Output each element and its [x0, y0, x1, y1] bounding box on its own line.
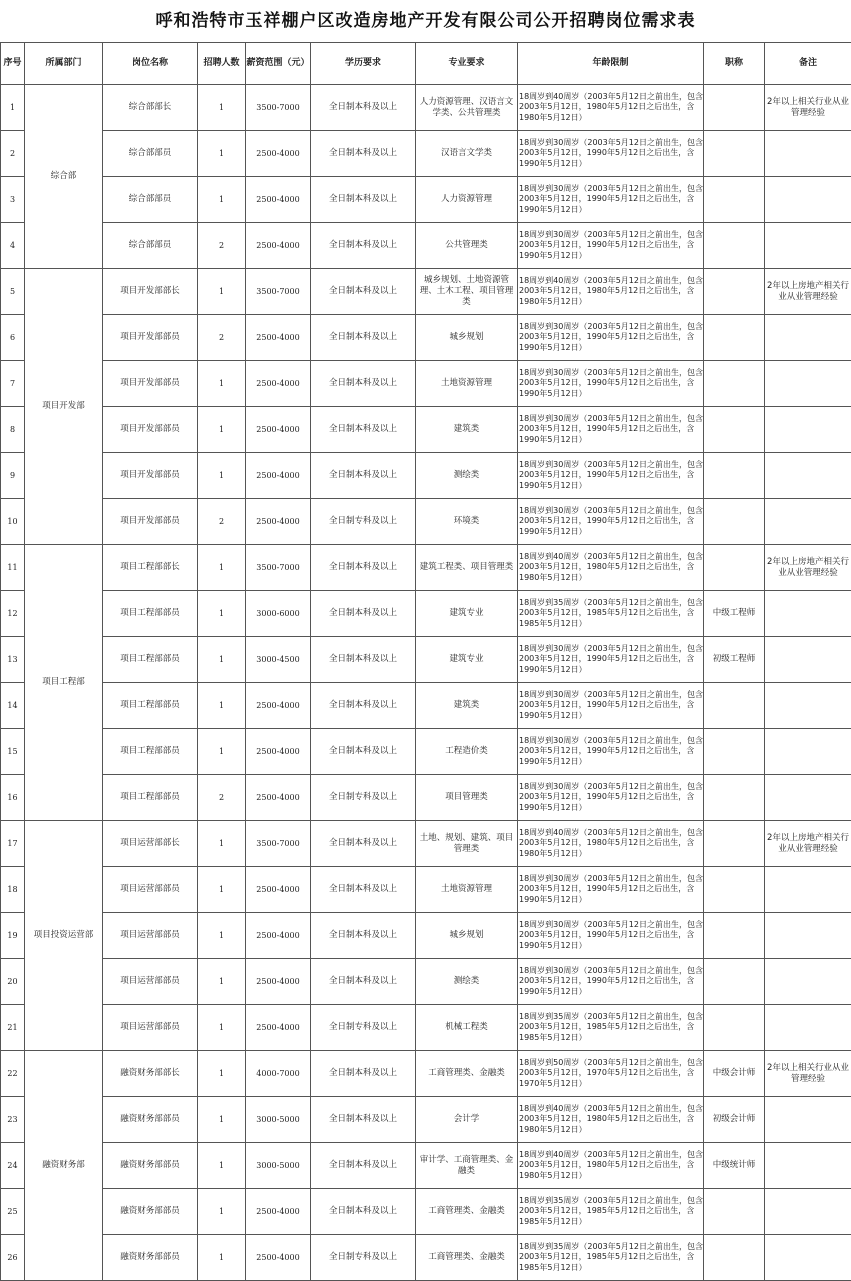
table-row: [1, 821, 851, 867]
major-requirement: 人力资源管理: [416, 177, 518, 223]
row-number: 24: [1, 1143, 25, 1189]
position-name: 项目工程部部员: [103, 729, 198, 775]
major-requirement: 测绘类: [416, 453, 518, 499]
position-name: 项目开发部部员: [103, 499, 198, 545]
age-limit: 18周岁到40周岁（2003年5月12日之前出生，包含2003年5月12日，1980年5月12日之后出生，含1980年5月12日）: [518, 85, 704, 131]
salary-range: 3500-7000: [246, 821, 311, 867]
education-requirement: 全日制本科及以上: [311, 223, 416, 269]
professional-title: [704, 683, 765, 729]
position-name: 项目开发部部员: [103, 453, 198, 499]
age-limit: 18周岁到40周岁（2003年5月12日之前出生，包含2003年5月12日，1980年5月12日之后出生，含1980年5月12日）: [518, 269, 704, 315]
remark: 2年以上房地产相关行业从业管理经验: [765, 821, 851, 867]
professional-title: [704, 453, 765, 499]
age-limit: 18周岁到30周岁（2003年5月12日之前出生，包含2003年5月12日，1990年5月12日之后出生，含1990年5月12日）: [518, 407, 704, 453]
row-number: 14: [1, 683, 25, 729]
position-name: 项目运营部部员: [103, 1005, 198, 1051]
major-requirement: 工程造价类: [416, 729, 518, 775]
salary-range: 3500-7000: [246, 85, 311, 131]
table-row: [1, 959, 851, 1005]
salary-range: 2500-4000: [246, 315, 311, 361]
remark: [765, 959, 851, 1005]
education-requirement: 全日制专科及以上: [311, 775, 416, 821]
salary-range: 2500-4000: [246, 729, 311, 775]
age-limit: 18周岁到30周岁（2003年5月12日之前出生，包含2003年5月12日，1990年5月12日之后出生，含1990年5月12日）: [518, 913, 704, 959]
remark: [765, 637, 851, 683]
hire-count: 2: [198, 775, 246, 821]
table-row: [1, 177, 851, 223]
salary-range: 2500-4000: [246, 223, 311, 269]
row-number: 13: [1, 637, 25, 683]
major-requirement: 城乡规划、土地资源管理、土木工程、项目管理类: [416, 269, 518, 315]
page-title: 呼和浩特市玉祥棚户区改造房地产开发有限公司公开招聘岗位需求表: [0, 0, 851, 42]
position-name: 项目工程部部员: [103, 775, 198, 821]
position-name: 综合部部员: [103, 223, 198, 269]
hire-count: 1: [198, 1143, 246, 1189]
major-requirement: 汉语言文学类: [416, 131, 518, 177]
major-requirement: 工商管理类、金融类: [416, 1051, 518, 1097]
table-row: [1, 1097, 851, 1143]
salary-range: 2500-4000: [246, 361, 311, 407]
professional-title: [704, 729, 765, 775]
hire-count: 1: [198, 1235, 246, 1281]
education-requirement: 全日制本科及以上: [311, 407, 416, 453]
professional-title: [704, 269, 765, 315]
education-requirement: 全日制本科及以上: [311, 821, 416, 867]
age-limit: 18周岁到30周岁（2003年5月12日之前出生，包含2003年5月12日，1990年5月12日之后出生，含1990年5月12日）: [518, 683, 704, 729]
professional-title: [704, 361, 765, 407]
age-limit: 18周岁到35周岁（2003年5月12日之前出生，包含2003年5月12日，1985年5月12日之后出生，含1985年5月12日）: [518, 1005, 704, 1051]
professional-title: [704, 407, 765, 453]
remark: [765, 223, 851, 269]
header-department: 所属部门: [25, 43, 103, 85]
education-requirement: 全日制本科及以上: [311, 959, 416, 1005]
row-number: 6: [1, 315, 25, 361]
professional-title: [704, 177, 765, 223]
header-education: 学历要求: [311, 43, 416, 85]
table-row: [1, 867, 851, 913]
table-row: [1, 1235, 851, 1281]
hire-count: 1: [198, 131, 246, 177]
remark: 2年以上房地产相关行业从业管理经验: [765, 545, 851, 591]
age-limit: 18周岁到35周岁（2003年5月12日之前出生，包含2003年5月12日，1985年5月12日之后出生，含1985年5月12日）: [518, 591, 704, 637]
row-number: 1: [1, 85, 25, 131]
salary-range: 3000-5000: [246, 1097, 311, 1143]
hire-count: 1: [198, 1189, 246, 1235]
row-number: 9: [1, 453, 25, 499]
major-requirement: 建筑工程类、项目管理类: [416, 545, 518, 591]
professional-title: [704, 315, 765, 361]
position-name: 项目运营部部员: [103, 913, 198, 959]
salary-range: 2500-4000: [246, 407, 311, 453]
education-requirement: 全日制本科及以上: [311, 913, 416, 959]
table-row: [1, 913, 851, 959]
professional-title: 初级工程师: [704, 637, 765, 683]
remark: [765, 315, 851, 361]
hire-count: 1: [198, 913, 246, 959]
row-number: 22: [1, 1051, 25, 1097]
salary-range: 2500-4000: [246, 683, 311, 729]
position-name: 项目开发部部员: [103, 315, 198, 361]
job-requirements-table: [0, 42, 851, 1281]
salary-range: 3000-6000: [246, 591, 311, 637]
table-row: [1, 453, 851, 499]
header-remark: 备注: [765, 43, 851, 85]
education-requirement: 全日制本科及以上: [311, 637, 416, 683]
row-number: 11: [1, 545, 25, 591]
hire-count: 1: [198, 453, 246, 499]
remark: [765, 499, 851, 545]
salary-range: 2500-4000: [246, 1005, 311, 1051]
position-name: 项目运营部部长: [103, 821, 198, 867]
education-requirement: 全日制专科及以上: [311, 1235, 416, 1281]
row-number: 20: [1, 959, 25, 1005]
position-name: 项目工程部部员: [103, 637, 198, 683]
row-number: 21: [1, 1005, 25, 1051]
age-limit: 18周岁到30周岁（2003年5月12日之前出生，包含2003年5月12日，1990年5月12日之后出生，含1990年5月12日）: [518, 499, 704, 545]
remark: [765, 1097, 851, 1143]
salary-range: 2500-4000: [246, 1189, 311, 1235]
table-row: [1, 591, 851, 637]
salary-range: 2500-4000: [246, 499, 311, 545]
row-number: 7: [1, 361, 25, 407]
row-number: 17: [1, 821, 25, 867]
age-limit: 18周岁到40周岁（2003年5月12日之前出生，包含2003年5月12日，1980年5月12日之后出生，含1980年5月12日）: [518, 1143, 704, 1189]
salary-range: 2500-4000: [246, 867, 311, 913]
age-limit: 18周岁到30周岁（2003年5月12日之前出生，包含2003年5月12日，1990年5月12日之后出生，含1990年5月12日）: [518, 361, 704, 407]
major-requirement: 项目管理类: [416, 775, 518, 821]
major-requirement: 工商管理类、金融类: [416, 1189, 518, 1235]
age-limit: 18周岁到35周岁（2003年5月12日之前出生，包含2003年5月12日，1985年5月12日之后出生，含1985年5月12日）: [518, 1189, 704, 1235]
professional-title: 中级会计师: [704, 1051, 765, 1097]
salary-range: 2500-4000: [246, 177, 311, 223]
major-requirement: 公共管理类: [416, 223, 518, 269]
age-limit: 18周岁到30周岁（2003年5月12日之前出生，包含2003年5月12日，1990年5月12日之后出生，含1990年5月12日）: [518, 177, 704, 223]
professional-title: [704, 821, 765, 867]
remark: [765, 1235, 851, 1281]
education-requirement: 全日制本科及以上: [311, 683, 416, 729]
department-cell: 项目开发部: [25, 269, 103, 545]
table-row: [1, 315, 851, 361]
hire-count: 1: [198, 85, 246, 131]
hire-count: 1: [198, 1097, 246, 1143]
position-name: 项目工程部部员: [103, 683, 198, 729]
professional-title: [704, 959, 765, 1005]
professional-title: 中级统计师: [704, 1143, 765, 1189]
department-cell: 项目工程部: [25, 545, 103, 821]
professional-title: [704, 499, 765, 545]
education-requirement: 全日制本科及以上: [311, 1189, 416, 1235]
age-limit: 18周岁到50周岁（2003年5月12日之前出生，包含2003年5月12日，1970年5月12日之后出生，含1970年5月12日）: [518, 1051, 704, 1097]
education-requirement: 全日制本科及以上: [311, 591, 416, 637]
position-name: 融资财务部部员: [103, 1097, 198, 1143]
age-limit: 18周岁到40周岁（2003年5月12日之前出生，包含2003年5月12日，1980年5月12日之后出生，含1980年5月12日）: [518, 545, 704, 591]
table-row: [1, 775, 851, 821]
hire-count: 1: [198, 361, 246, 407]
major-requirement: 土地资源管理: [416, 361, 518, 407]
row-number: 23: [1, 1097, 25, 1143]
position-name: 项目工程部部长: [103, 545, 198, 591]
age-limit: 18周岁到30周岁（2003年5月12日之前出生，包含2003年5月12日，1990年5月12日之后出生，含1990年5月12日）: [518, 959, 704, 1005]
hire-count: 2: [198, 315, 246, 361]
salary-range: 3000-4500: [246, 637, 311, 683]
remark: 2年以上相关行业从业管理经验: [765, 85, 851, 131]
remark: 2年以上房地产相关行业从业管理经验: [765, 269, 851, 315]
salary-range: 3500-7000: [246, 545, 311, 591]
row-number: 15: [1, 729, 25, 775]
professional-title: 初级会计师: [704, 1097, 765, 1143]
education-requirement: 全日制本科及以上: [311, 867, 416, 913]
header-position: 岗位名称: [103, 43, 198, 85]
position-name: 项目工程部部员: [103, 591, 198, 637]
hire-count: 1: [198, 683, 246, 729]
professional-title: [704, 1005, 765, 1051]
professional-title: [704, 85, 765, 131]
education-requirement: 全日制专科及以上: [311, 1005, 416, 1051]
remark: [765, 361, 851, 407]
age-limit: 18周岁到30周岁（2003年5月12日之前出生，包含2003年5月12日，1990年5月12日之后出生，含1990年5月12日）: [518, 315, 704, 361]
position-name: 融资财务部部员: [103, 1235, 198, 1281]
hire-count: 1: [198, 591, 246, 637]
row-number: 18: [1, 867, 25, 913]
table-row: [1, 545, 851, 591]
salary-range: 2500-4000: [246, 775, 311, 821]
row-number: 4: [1, 223, 25, 269]
table-row: [1, 1051, 851, 1097]
hire-count: 1: [198, 545, 246, 591]
remark: [765, 591, 851, 637]
table-row: [1, 131, 851, 177]
major-requirement: 土地、规划、建筑、项目管理类: [416, 821, 518, 867]
professional-title: [704, 913, 765, 959]
major-requirement: 机械工程类: [416, 1005, 518, 1051]
hire-count: 1: [198, 269, 246, 315]
major-requirement: 建筑类: [416, 683, 518, 729]
age-limit: 18周岁到30周岁（2003年5月12日之前出生，包含2003年5月12日，1990年5月12日之后出生，含1990年5月12日）: [518, 453, 704, 499]
education-requirement: 全日制本科及以上: [311, 545, 416, 591]
major-requirement: 建筑专业: [416, 591, 518, 637]
remark: [765, 453, 851, 499]
table-row: [1, 637, 851, 683]
salary-range: 3500-7000: [246, 269, 311, 315]
professional-title: [704, 131, 765, 177]
header-major: 专业要求: [416, 43, 518, 85]
row-number: 10: [1, 499, 25, 545]
hire-count: 2: [198, 499, 246, 545]
remark: [765, 867, 851, 913]
position-name: 融资财务部部员: [103, 1143, 198, 1189]
position-name: 项目运营部部员: [103, 959, 198, 1005]
header-count: 招聘人数: [198, 43, 246, 85]
salary-range: 4000-7000: [246, 1051, 311, 1097]
hire-count: 1: [198, 1005, 246, 1051]
professional-title: 中级工程师: [704, 591, 765, 637]
hire-count: 2: [198, 223, 246, 269]
remark: [765, 131, 851, 177]
major-requirement: 人力资源管理、汉语言文学类、公共管理类: [416, 85, 518, 131]
position-name: 综合部部长: [103, 85, 198, 131]
hire-count: 1: [198, 1051, 246, 1097]
age-limit: 18周岁到30周岁（2003年5月12日之前出生，包含2003年5月12日，1990年5月12日之后出生，含1990年5月12日）: [518, 131, 704, 177]
professional-title: [704, 223, 765, 269]
education-requirement: 全日制本科及以上: [311, 729, 416, 775]
remark: [765, 177, 851, 223]
position-name: 综合部部员: [103, 131, 198, 177]
remark: [765, 729, 851, 775]
table-row: [1, 729, 851, 775]
education-requirement: 全日制本科及以上: [311, 1143, 416, 1189]
major-requirement: 建筑专业: [416, 637, 518, 683]
hire-count: 1: [198, 821, 246, 867]
salary-range: 2500-4000: [246, 1235, 311, 1281]
major-requirement: 城乡规划: [416, 913, 518, 959]
major-requirement: 环境类: [416, 499, 518, 545]
major-requirement: 土地资源管理: [416, 867, 518, 913]
remark: [765, 913, 851, 959]
row-number: 3: [1, 177, 25, 223]
professional-title: [704, 867, 765, 913]
header-title: 职称: [704, 43, 765, 85]
education-requirement: 全日制本科及以上: [311, 177, 416, 223]
header-no: 序号: [1, 43, 25, 85]
row-number: 8: [1, 407, 25, 453]
education-requirement: 全日制专科及以上: [311, 499, 416, 545]
table-row: [1, 269, 851, 315]
position-name: 项目运营部部员: [103, 867, 198, 913]
salary-range: 3000-5000: [246, 1143, 311, 1189]
age-limit: 18周岁到40周岁（2003年5月12日之前出生，包含2003年5月12日，1980年5月12日之后出生，含1980年5月12日）: [518, 821, 704, 867]
professional-title: [704, 545, 765, 591]
remark: [765, 1143, 851, 1189]
major-requirement: 会计学: [416, 1097, 518, 1143]
education-requirement: 全日制本科及以上: [311, 85, 416, 131]
education-requirement: 全日制本科及以上: [311, 1051, 416, 1097]
remark: [765, 775, 851, 821]
table-row: [1, 1005, 851, 1051]
education-requirement: 全日制本科及以上: [311, 1097, 416, 1143]
row-number: 12: [1, 591, 25, 637]
major-requirement: 城乡规划: [416, 315, 518, 361]
position-name: 融资财务部部员: [103, 1189, 198, 1235]
table-row: [1, 85, 851, 131]
table-row: [1, 361, 851, 407]
department-cell: 项目投资运营部: [25, 821, 103, 1051]
row-number: 26: [1, 1235, 25, 1281]
major-requirement: 审计学、工商管理类、金融类: [416, 1143, 518, 1189]
salary-range: 2500-4000: [246, 913, 311, 959]
position-name: 项目开发部部员: [103, 361, 198, 407]
salary-range: 2500-4000: [246, 453, 311, 499]
remark: [765, 1189, 851, 1235]
major-requirement: 工商管理类、金融类: [416, 1235, 518, 1281]
table-row: [1, 407, 851, 453]
professional-title: [704, 1235, 765, 1281]
table-header-row: [1, 43, 851, 85]
hire-count: 1: [198, 407, 246, 453]
remark: [765, 407, 851, 453]
remark: 2年以上相关行业从业管理经验: [765, 1051, 851, 1097]
position-name: 项目开发部部长: [103, 269, 198, 315]
age-limit: 18周岁到40周岁（2003年5月12日之前出生，包含2003年5月12日，1980年5月12日之后出生，含1980年5月12日）: [518, 1097, 704, 1143]
hire-count: 1: [198, 867, 246, 913]
table-row: [1, 683, 851, 729]
hire-count: 1: [198, 637, 246, 683]
age-limit: 18周岁到30周岁（2003年5月12日之前出生，包含2003年5月12日，1990年5月12日之后出生，含1990年5月12日）: [518, 637, 704, 683]
major-requirement: 测绘类: [416, 959, 518, 1005]
department-cell: 融资财务部: [25, 1051, 103, 1281]
position-name: 融资财务部部长: [103, 1051, 198, 1097]
hire-count: 1: [198, 177, 246, 223]
table-row: [1, 1143, 851, 1189]
age-limit: 18周岁到30周岁（2003年5月12日之前出生，包含2003年5月12日，1990年5月12日之后出生，含1990年5月12日）: [518, 223, 704, 269]
salary-range: 2500-4000: [246, 959, 311, 1005]
table-body: [1, 85, 851, 1281]
salary-range: 2500-4000: [246, 131, 311, 177]
education-requirement: 全日制本科及以上: [311, 453, 416, 499]
education-requirement: 全日制本科及以上: [311, 361, 416, 407]
position-name: 综合部部员: [103, 177, 198, 223]
professional-title: [704, 1189, 765, 1235]
age-limit: 18周岁到35周岁（2003年5月12日之前出生，包含2003年5月12日，1985年5月12日之后出生，含1985年5月12日）: [518, 1235, 704, 1281]
department-cell: 综合部: [25, 85, 103, 269]
remark: [765, 683, 851, 729]
table-row: [1, 499, 851, 545]
education-requirement: 全日制本科及以上: [311, 269, 416, 315]
position-name: 项目开发部部员: [103, 407, 198, 453]
hire-count: 1: [198, 959, 246, 1005]
major-requirement: 建筑类: [416, 407, 518, 453]
row-number: 25: [1, 1189, 25, 1235]
age-limit: 18周岁到30周岁（2003年5月12日之前出生，包含2003年5月12日，1990年5月12日之后出生，含1990年5月12日）: [518, 867, 704, 913]
row-number: 5: [1, 269, 25, 315]
hire-count: 1: [198, 729, 246, 775]
age-limit: 18周岁到30周岁（2003年5月12日之前出生，包含2003年5月12日，1990年5月12日之后出生，含1990年5月12日）: [518, 729, 704, 775]
education-requirement: 全日制本科及以上: [311, 315, 416, 361]
row-number: 2: [1, 131, 25, 177]
education-requirement: 全日制本科及以上: [311, 131, 416, 177]
row-number: 19: [1, 913, 25, 959]
table-row: [1, 223, 851, 269]
row-number: 16: [1, 775, 25, 821]
table-row: [1, 1189, 851, 1235]
remark: [765, 1005, 851, 1051]
header-salary: 薪资范围（元）: [246, 43, 311, 85]
professional-title: [704, 775, 765, 821]
header-age: 年龄限制: [518, 43, 704, 85]
age-limit: 18周岁到30周岁（2003年5月12日之前出生，包含2003年5月12日，1990年5月12日之后出生，含1990年5月12日）: [518, 775, 704, 821]
